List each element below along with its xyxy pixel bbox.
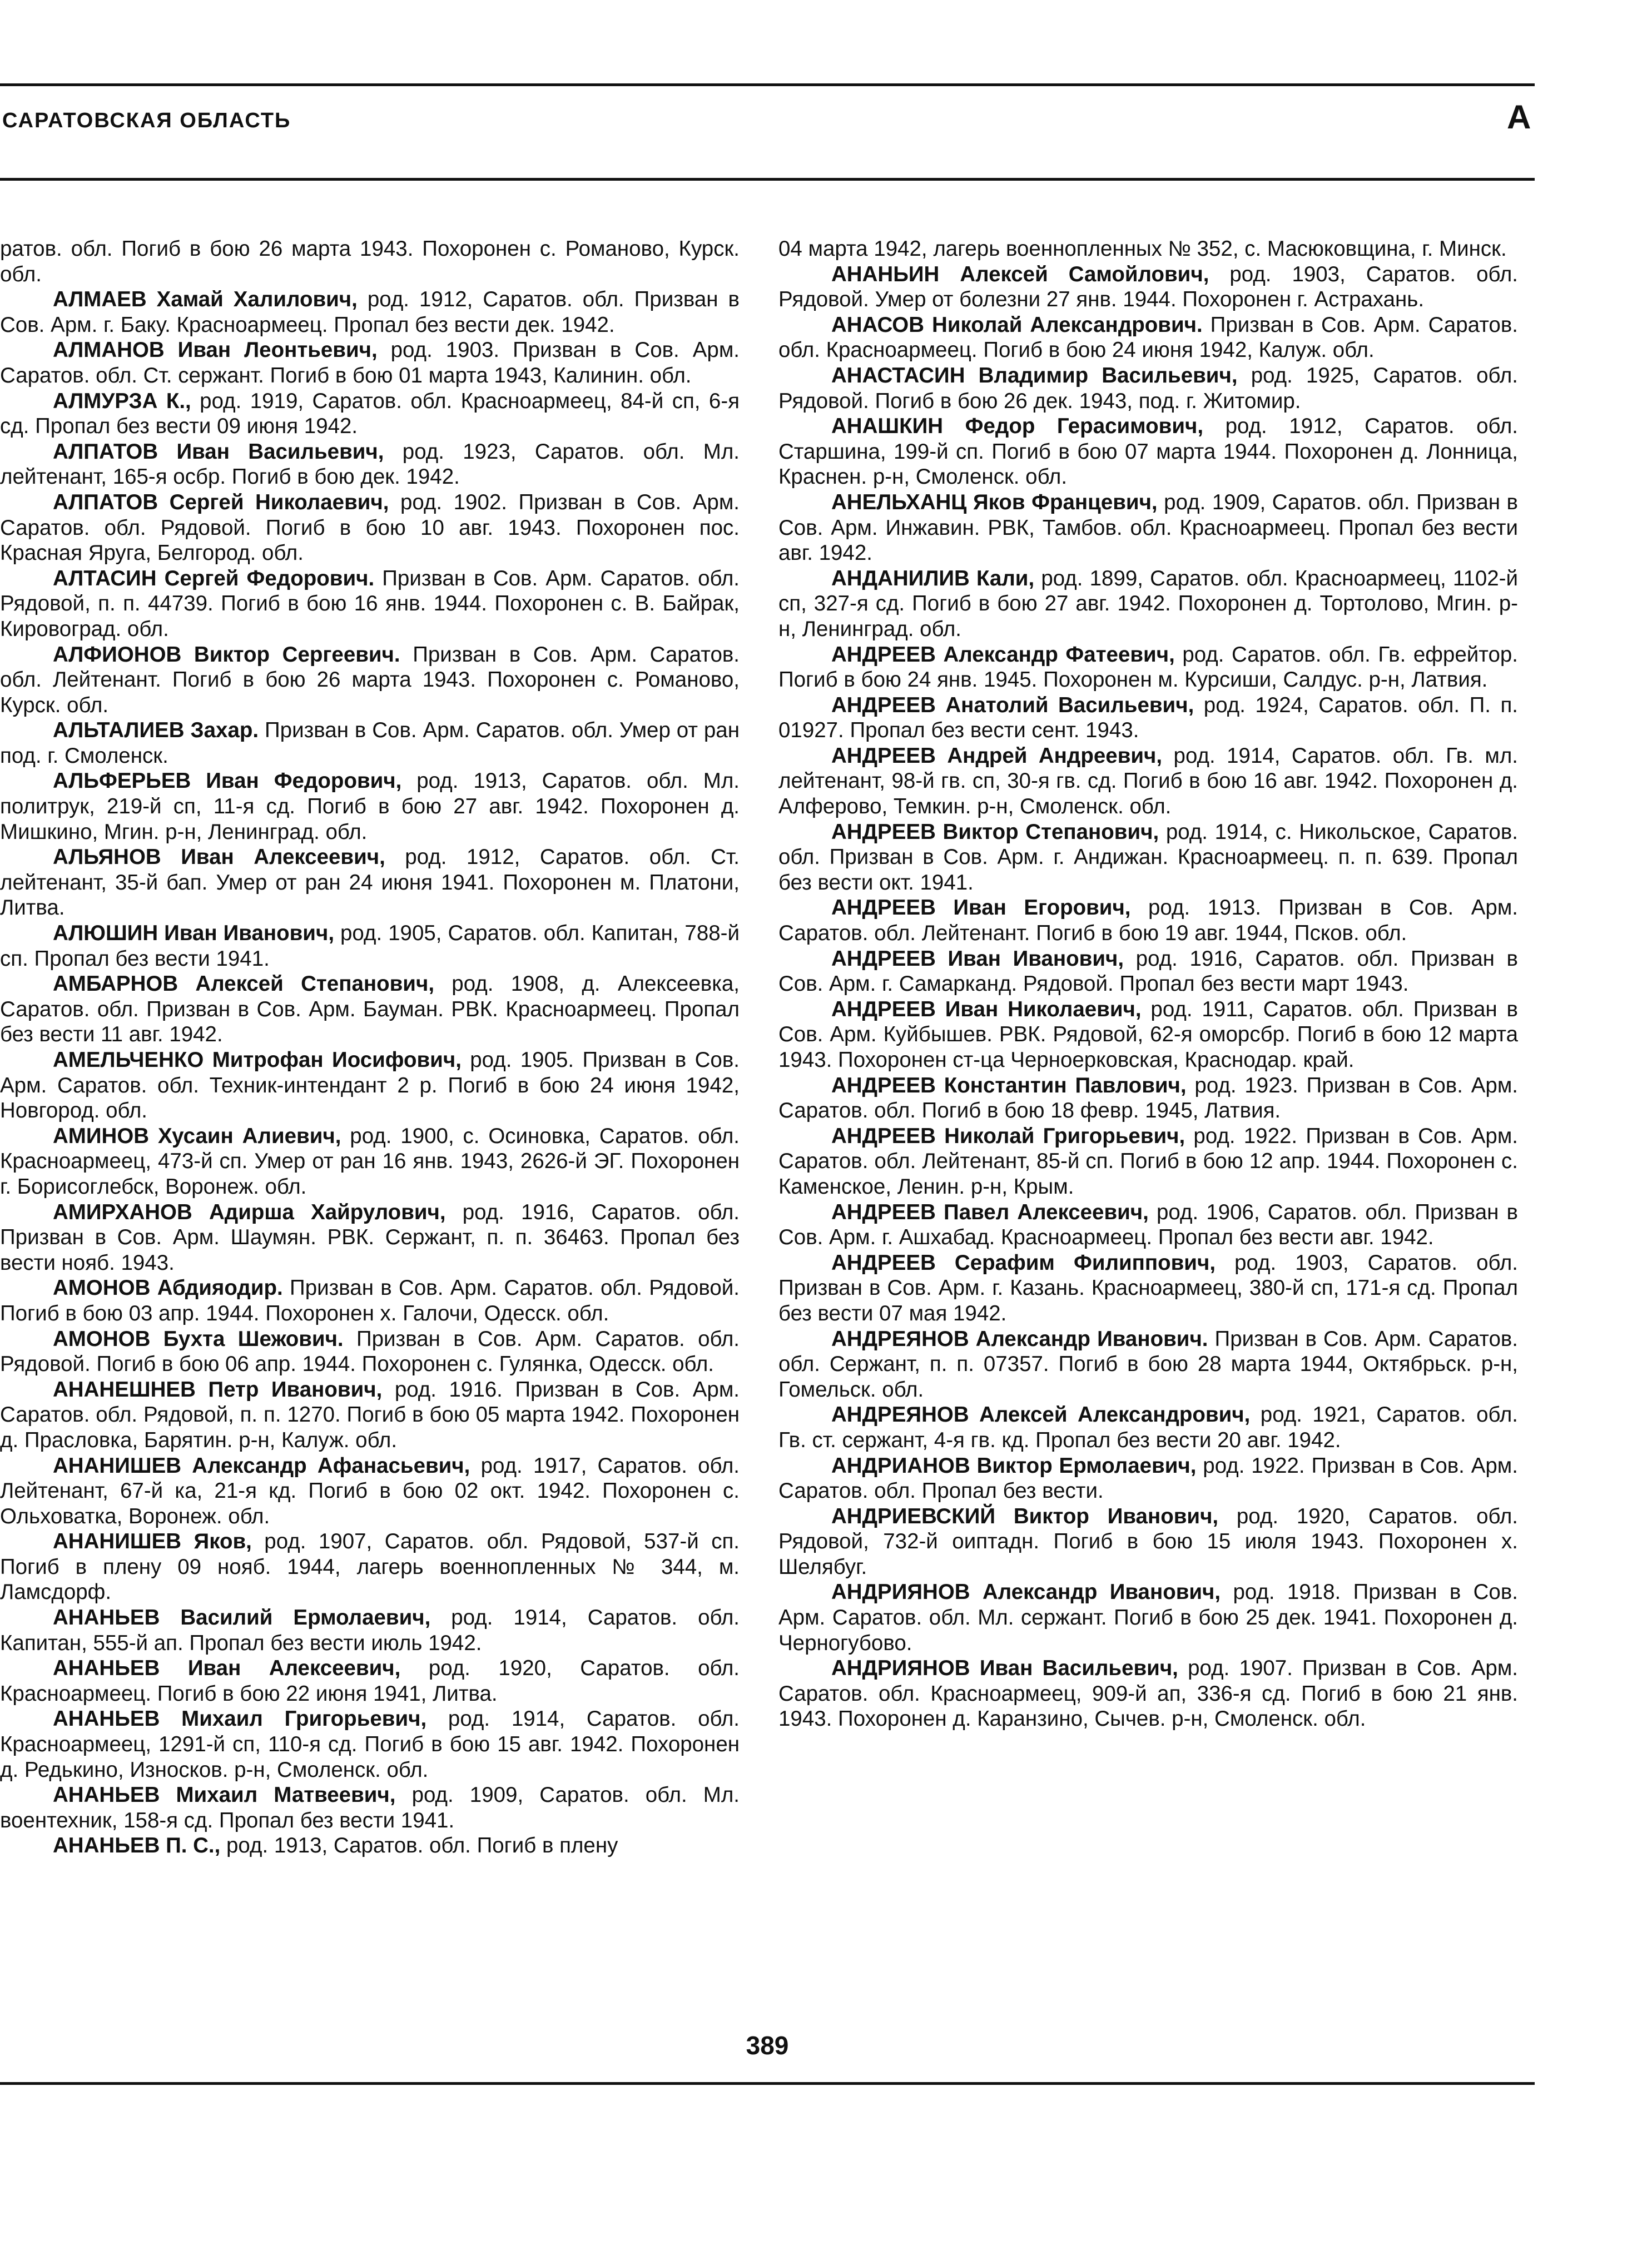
entry-text: род. 1907. Призван в Сов. Арм. Саратов. обл. Красноармеец, 909-й ап, 336-я сд. Погиб в бою 21 янв. 1943. Похоронен д. Каранзино, Сычев. р-н, Смоленск. обл. (778, 1656, 1518, 1731)
entry-name: АНДРЕЕВ Павел Алексеевич, (831, 1200, 1149, 1224)
register-entry (778, 642, 1518, 693)
register-entry (0, 921, 740, 971)
entry-text: род. 1912, Саратов. обл. Ст. лейтенант, 35-й бап. Умер от ран 24 июня 1941. Похоронен м. Платони, Литва. (0, 845, 740, 920)
register-entry (778, 819, 1518, 896)
entry-text: род. 1923. Призван в Сов. Арм. Саратов. обл. Погиб в бою 18 февр. 1945, Латвия. (778, 1073, 1518, 1123)
register-entry (778, 1402, 1518, 1453)
register-entry (778, 566, 1518, 642)
register-entry (0, 439, 740, 490)
entry-name: АНДАНИЛИВ Кали, (831, 566, 1035, 590)
entry-text: род. 1925, Саратов. обл. Рядовой. Погиб в бою 26 дек. 1943, под. г. Житомир. (778, 363, 1518, 413)
entry-name: АНДРЕЯНОВ Алексей Александрович, (831, 1403, 1251, 1427)
entry-text: род. 1914, Саратов. обл. Красноармеец, 1291-й сп, 110-я сд. Погиб в бою 15 авг. 1942. Похоронен д. Редькино, Износков. р-н, Смоленск. обл. (0, 1707, 740, 1782)
entry-text: род. 1903, Саратов. обл. Рядовой. Умер от болезни 27 янв. 1944. Похоронен г. Астрахань. (778, 262, 1518, 312)
entry-name: АМЕЛЬЧЕНКО Митрофан Иосифович, (53, 1048, 462, 1072)
entry-text: род. 1914, с. Никольское, Саратов. обл. Призван в Сов. Арм. г. Андижан. Красноармеец. п. п. 639. Пропал без вести окт. 1941. (778, 819, 1518, 895)
entry-text: род. 1902. Призван в Сов. Арм. Саратов. обл. Рядовой. Погиб в бою 10 авг. 1943. Похоронен пос. Красная Яруга, Белгород. обл. (0, 490, 740, 565)
running-head: САРАТОВСКАЯ ОБЛАСТЬ (2, 109, 291, 132)
entry-text: род. 1907, Саратов. обл. Рядовой, 537-й сп. Погиб в плену 09 нояб. 1944, лагерь военнопленных № 344, м. Ламсдорф. (0, 1529, 740, 1605)
entry-text: Призван в Сов. Арм. Саратов. обл. Сержант, п. п. 07357. Погиб в бою 28 марта 1944, Октябрьск. р-н, Гомельск. обл. (778, 1327, 1518, 1402)
register-entry (778, 895, 1518, 946)
register-entry (778, 1656, 1518, 1732)
entry-name: АМИНОВ Хусаин Алиевич, (53, 1124, 341, 1148)
register-entry (778, 1453, 1518, 1504)
register-entry (778, 1250, 1518, 1327)
entry-name: АНАШКИН Федор Герасимович, (831, 414, 1204, 439)
entry-text: род. 1909, Саратов. обл. Мл. воентехник, 158-я сд. Пропал без вести 1941. (0, 1783, 740, 1832)
header-rule (0, 178, 1535, 181)
entry-text: род. 1906, Саратов. обл. Призван в Сов. Арм. г. Ашхабад. Красноармеец. Пропал без вести авг. 1942. (778, 1200, 1518, 1250)
entry-name: АНАСОВ Николай Александрович. (831, 312, 1203, 337)
entry-text: род. 1916. Призван в Сов. Арм. Саратов. обл. Рядовой, п. п. 1270. Погиб в бою 05 марта 1942. Похоронен д. Прасловка, Барятин. р-н, Калуж. обл. (0, 1377, 740, 1452)
entry-name: АНДРИАНОВ Виктор Ермолаевич, (831, 1453, 1197, 1478)
register-entry (778, 363, 1518, 414)
entry-text: род. 1903, Саратов. обл. Призван в Сов. Арм. г. Казань. Красноармеец, 380-й сп, 171-я сд. Пропал без вести 07 мая 1942. (778, 1250, 1518, 1325)
entry-text: род. 1919, Саратов. обл. Красноармеец, 84-й сп, 6-я сд. Пропал без вести 09 июня 1942. (0, 389, 740, 439)
register-entry (778, 1579, 1518, 1656)
entry-name: АМОНОВ Бухта Шежович. (53, 1327, 344, 1351)
register-entry (0, 490, 740, 566)
left-column (0, 236, 740, 2010)
register-entry (0, 1124, 740, 1200)
entry-text: род. 1920, Саратов. обл. Рядовой, 732-й оиптадн. Погиб в бою 15 июля 1943. Похоронен х. Шелябуг. (778, 1504, 1518, 1579)
entry-name: АНДРЕЕВ Александр Фатеевич, (831, 642, 1175, 667)
register-entry (0, 337, 740, 388)
entry-name: АНАНЬЕВ Иван Алексеевич, (53, 1656, 401, 1681)
register-entry (0, 1833, 740, 1859)
entry-text: род. 1908, д. Алексеевка, Саратов. обл. Призван в Сов. Арм. Бауман. РВК. Красноармеец. Пропал без вести 11 авг. 1942. (0, 972, 740, 1047)
entry-text: род. Саратов. обл. Гв. ефрейтор. Погиб в бою 24 янв. 1945. Похоронен м. Курсиши, Салдус. р-н, Латвия. (778, 642, 1518, 692)
entry-name: АНЕЛЬХАНЦ Яков Францевич, (831, 490, 1158, 514)
register-entry (778, 414, 1518, 490)
entry-text: род. 1914, Саратов. обл. Гв. мл. лейтенант, 98-й гв. сп, 30-я гв. сд. Погиб в бою 16 авг. 1942. Похоронен д. Алферово, Темкин. р-н, Смоленск. обл. (778, 743, 1518, 819)
entry-name: АМОНОВ Абдияодир. (53, 1276, 283, 1300)
page-number: 389 (746, 2031, 789, 2060)
entry-text: род. 1921, Саратов. обл. Гв. ст. сержант, 4-я гв. кд. Пропал без вести 20 авг. 1942. (778, 1403, 1518, 1452)
entry-name: АЛМАНОВ Иван Леонтьевич, (53, 338, 378, 362)
entry-name: АНДРИЯНОВ Александр Иванович, (831, 1580, 1221, 1605)
register-entry (0, 1275, 740, 1326)
entry-text: род. 1900, с. Осиновка, Саратов. обл. Красноармеец, 473-й сп. Умер от ран 16 янв. 1943, 2626-й ЭГ. Похоронен г. Борисоглебск, Воронеж. обл. (0, 1124, 740, 1199)
entry-name: АНАНЕШНЕВ Петр Иванович, (53, 1377, 383, 1402)
entry-name: АНДРЕЕВ Анатолий Васильевич, (831, 693, 1194, 717)
entry-text: род. 1909, Саратов. обл. Призван в Сов. Арм. Инжавин. РВК, Тамбов. обл. Красноармеец. Пропал без вести авг. 1942. (778, 490, 1518, 565)
register-entry (0, 845, 740, 921)
register-entry (778, 743, 1518, 819)
register-entry (778, 490, 1518, 566)
right-column (778, 236, 1518, 2010)
entry-name: АНДРЕЕВ Андрей Андреевич, (831, 743, 1163, 768)
entry-text: род. 1911, Саратов. обл. Призван в Сов. Арм. Куйбышев. РВК. Рядовой, 62-я оморсбр. Погиб в бою 12 марта 1943. Похоронен ст-ца Черноерковская, Краснодар. край. (778, 997, 1518, 1072)
entry-name: АНАНЬЕВ Михаил Матвеевич, (53, 1783, 396, 1807)
entry-text: род. 1913, Саратов. обл. Погиб в плену (220, 1834, 618, 1858)
entry-name: АЛЮШИН Иван Иванович, (53, 921, 335, 946)
entry-text: Призван в Сов. Арм. Саратов. обл. Рядовой, п. п. 44739. Погиб в бою 16 янв. 1944. Похоронен с. В. Байрак, Кировоград. обл. (0, 566, 740, 641)
register-entry (0, 1047, 740, 1124)
entry-text: род. 1920, Саратов. обл. Красноармеец. Погиб в бою 22 июня 1941, Литва. (0, 1656, 740, 1706)
entry-text: Призван в Сов. Арм. Саратов. обл. Красноармеец. Погиб в бою 24 июня 1942, Калуж. обл. (778, 312, 1518, 362)
entry-text: род. 1912, Саратов. обл. Старшина, 199-й сп. Погиб в бою 07 марта 1944. Похоронен д. Лонница, Краснен. р-н, Смоленск. обл. (778, 414, 1518, 489)
register-entry (778, 693, 1518, 743)
entry-name: АНДРЕЕВ Виктор Степанович, (831, 819, 1159, 844)
register-entry (0, 1529, 740, 1605)
register-entry (0, 1605, 740, 1656)
register-entry (0, 1706, 740, 1782)
entry-name: АНДРИЕВСКИЙ Виктор Иванович, (831, 1504, 1219, 1528)
entry-text: род. 1917, Саратов. обл. Лейтенант, 67-й ка, 21-я кд. Погиб в бою 02 окт. 1942. Похоронен с. Ольховатка, Воронеж. обл. (0, 1453, 740, 1528)
entry-name: АНАНИШЕВ Александр Афанасьевич, (53, 1453, 470, 1478)
entry-name: АНДРИЯНОВ Иван Васильевич, (831, 1656, 1178, 1681)
top-rule (0, 83, 1535, 86)
register-entry (778, 997, 1518, 1073)
register-entry (778, 236, 1518, 262)
register-entry (0, 642, 740, 718)
register-entry (778, 1073, 1518, 1124)
register-entry (778, 312, 1518, 363)
entry-name: АНАНЬИН Алексей Самойлович, (831, 262, 1209, 286)
entry-text: род. 1922. Призван в Сов. Арм. Саратов. обл. Лейтенант, 85-й сп. Погиб в бою 12 апр. 1944. Похоронен с. Каменское, Ленин. р-н, Крым. (778, 1124, 1518, 1199)
register-entry (778, 946, 1518, 997)
entry-name: АНАНЬЕВ П. С., (53, 1834, 221, 1858)
entry-name: АНДРЕЕВ Иван Иванович, (831, 946, 1124, 971)
register-entry (0, 287, 740, 337)
entry-name: АНАНИШЕВ Яков, (53, 1529, 252, 1554)
entry-text: род. 1905, Саратов. обл. Капитан, 788-й сп. Пропал без вести 1941. (0, 921, 740, 971)
entry-name: АЛМУРЗА К., (53, 389, 191, 413)
entry-text: род. 1918. Призван в Сов. Арм. Саратов. обл. Мл. сержант. Погиб в бою 25 дек. 1941. Похоронен д. Черногубово. (778, 1580, 1518, 1655)
bottom-rule (0, 2082, 1535, 2085)
register-entry (0, 566, 740, 642)
entry-text: Призван в Сов. Арм. Саратов. обл. Лейтенант. Погиб в бою 26 марта 1943. Похоронен с. Романово, Курск. обл. (0, 642, 740, 717)
entry-text: род. 1912, Саратов. обл. Призван в Сов. Арм. г. Баку. Красноармеец. Пропал без вести дек. 1942. (0, 287, 740, 337)
entry-name: АЛЬЯНОВ Иван Алексеевич, (53, 845, 385, 870)
register-entry (0, 1200, 740, 1276)
entry-text: род. 1924, Саратов. обл. П. п. 01927. Пропал без вести сент. 1943. (778, 693, 1518, 743)
entry-text: род. 1903. Призван в Сов. Арм. Саратов. обл. Ст. сержант. Погиб в бою 01 марта 1943, Калинин. обл. (0, 338, 740, 388)
entry-text: род. 1913. Призван в Сов. Арм. Саратов. обл. Лейтенант. Погиб в бою 19 авг. 1944, Псков. обл. (778, 896, 1518, 946)
entry-text: род. 1905. Призван в Сов. Арм. Саратов. обл. Техник-интендант 2 р. Погиб в бою 24 июня 1942, Новгород. обл. (0, 1048, 740, 1123)
entry-name: АНДРЕЕВ Николай Григорьевич, (831, 1124, 1185, 1148)
register-entry (0, 236, 740, 287)
entry-name: АЛЬФЕРЬЕВ Иван Федорович, (53, 769, 402, 793)
entry-name: АНАНЬЕВ Михаил Григорьевич, (53, 1707, 427, 1731)
entry-text: род. 1913, Саратов. обл. Мл. политрук, 219-й сп, 11-я сд. Погиб в бою 27 авг. 1942. Похоронен д. Мишкино, Мгин. р-н, Ленинград. обл. (0, 769, 740, 844)
register-entry (778, 262, 1518, 312)
entry-name: АНДРЕЕВ Иван Егорович, (831, 896, 1131, 920)
entry-name: АНАСТАСИН Владимир Васильевич, (831, 363, 1238, 388)
entry-text: 04 марта 1942, лагерь военнопленных № 352, с. Масюковщина, г. Минск. (778, 237, 1507, 261)
register-entry (0, 1327, 740, 1377)
entry-text: род. 1923, Саратов. обл. Мл. лейтенант, 165-я осбр. Погиб в бою дек. 1942. (0, 439, 740, 489)
register-entry (778, 1504, 1518, 1580)
entry-name: АНДРЕЯНОВ Александр Иванович. (831, 1327, 1208, 1351)
register-entry (778, 1200, 1518, 1250)
entry-name: АНДРЕЕВ Серафим Филиппович, (831, 1250, 1216, 1275)
entry-name: АНДРЕЕВ Константин Павлович, (831, 1073, 1187, 1097)
entry-name: АЛТАСИН Сергей Федорович. (53, 566, 375, 590)
entry-text: ратов. обл. Погиб в бою 26 марта 1943. Похоронен с. Романово, Курск. обл. (0, 237, 740, 286)
entry-name: АЛЬТАЛИЕВ Захар. (53, 718, 259, 743)
entry-name: АНДРЕЕВ Иван Николаевич, (831, 997, 1142, 1021)
entry-text: род. 1914, Саратов. обл. Капитан, 555-й ап. Пропал без вести июль 1942. (0, 1606, 740, 1655)
register-entry (778, 1327, 1518, 1403)
register-entry (0, 718, 740, 768)
entry-name: АЛФИОНОВ Виктор Сергеевич. (53, 642, 400, 667)
entry-name: АНАНЬЕВ Василий Ермолаевич, (53, 1606, 431, 1630)
entry-text: Призван в Сов. Арм. Саратов. обл. Умер от ран под. г. Смоленск. (0, 718, 740, 768)
register-entry (0, 1377, 740, 1453)
register-entry (0, 768, 740, 845)
register-entry (0, 971, 740, 1047)
entry-name: АМИРХАНОВ Адирша Хайрулович, (53, 1200, 446, 1224)
entry-name: АМБАРНОВ Алексей Степанович, (53, 972, 435, 996)
register-entry (0, 389, 740, 439)
register-entry (0, 1782, 740, 1833)
register-entry (0, 1656, 740, 1706)
section-letter: А (1507, 98, 1531, 136)
register-entry (0, 1453, 740, 1529)
entry-text: Призван в Сов. Арм. Саратов. обл. Рядовой. Погиб в бою 06 апр. 1944. Похоронен с. Гулянка, Одесск. обл. (0, 1327, 740, 1377)
entry-text: род. 1916, Саратов. обл. Призван в Сов. Арм. г. Самарканд. Рядовой. Пропал без вести март 1943. (778, 946, 1518, 996)
entry-text: род. 1899, Саратов. обл. Красноармеец, 1102-й сп, 327-я сд. Погиб в бою 27 авг. 1942. Похоронен д. Тортолово, Мгин. р-н, Ленинград. обл. (778, 566, 1518, 641)
entry-text: род. 1916, Саратов. обл. Призван в Сов. Арм. Шаумян. РВК. Сержант, п. п. 36463. Пропал без вести нояб. 1943. (0, 1200, 740, 1275)
entry-name: АЛПАТОВ Сергей Николаевич, (53, 490, 389, 514)
register-entry (778, 1124, 1518, 1200)
entry-text: Призван в Сов. Арм. Саратов. обл. Рядовой. Погиб в бою 03 апр. 1944. Похоронен х. Галочи, Одесск. обл. (0, 1276, 740, 1325)
entry-text: род. 1922. Призван в Сов. Арм. Саратов. обл. Пропал без вести. (778, 1453, 1518, 1503)
entry-name: АЛМАЕВ Хамай Халилович, (53, 287, 358, 312)
entry-name: АЛПАТОВ Иван Васильевич, (53, 439, 384, 464)
